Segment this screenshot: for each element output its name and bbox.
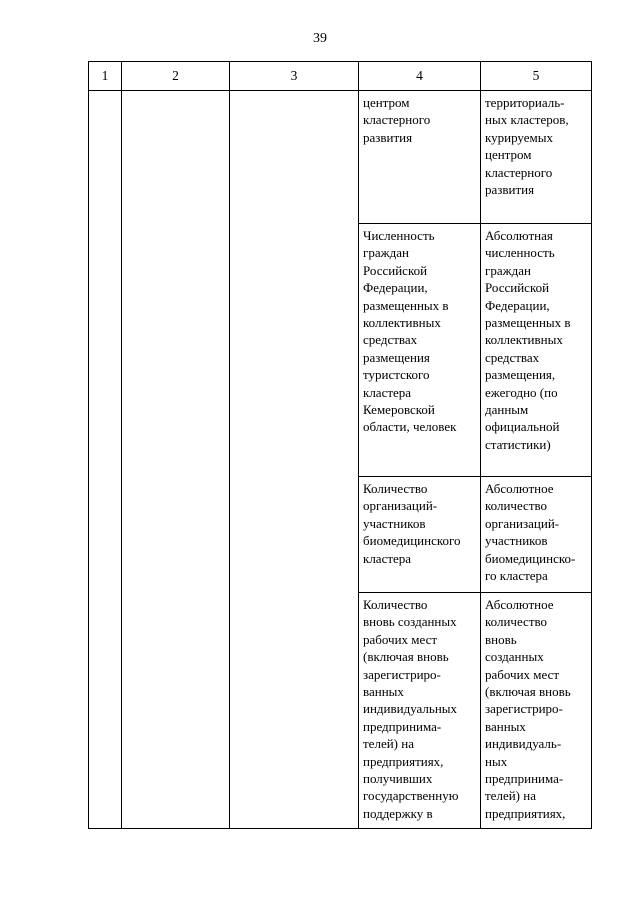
- cell-text-line: данным: [485, 402, 529, 418]
- cell-text-line: предпринима-: [363, 718, 442, 734]
- cell-text-line: Количество: [363, 481, 428, 496]
- table-header-row: [89, 62, 592, 91]
- cell-text-line: зарегистриро-: [485, 701, 563, 717]
- cell-text-line: организаций-: [485, 515, 560, 531]
- cell-text-line: размещенных в: [485, 315, 571, 331]
- header-cell: 4: [359, 62, 481, 91]
- cell-text-line: коллективных: [363, 315, 441, 331]
- cell-text-line: кластерного: [363, 112, 431, 128]
- cell-text-line: организаций-: [363, 498, 438, 514]
- header-cell: 1: [89, 62, 122, 91]
- indicator-name-cell: [359, 91, 481, 224]
- indicator-method-cell: [481, 477, 592, 593]
- cell-text-line: Федерации,: [363, 280, 428, 296]
- cell-text-line: биомедицинско-: [485, 550, 576, 566]
- indicator-name-cell: [359, 593, 481, 829]
- cell-text-line: ежегодно (по: [485, 384, 558, 400]
- cell-text-line: Абсолютное: [485, 481, 554, 496]
- indicator-name-cell: [359, 224, 481, 477]
- cell-text-line: туристского: [363, 367, 430, 383]
- cell-text-line: ных: [485, 753, 508, 769]
- cell-text-line: количество: [485, 498, 548, 514]
- indicator-name-cell: [359, 477, 481, 593]
- cell-text-line: телей) на: [485, 788, 536, 804]
- cell-text-line: коллективных: [485, 332, 563, 348]
- table-row: [89, 91, 592, 224]
- cell-text-line: ванных: [485, 718, 526, 734]
- cell-text-line: предприятиях,: [485, 805, 566, 821]
- cell-text-line: средствах: [363, 332, 418, 348]
- header-cell: 2: [122, 62, 230, 91]
- cell-text-line: ных кластеров,: [485, 112, 569, 128]
- indicator-method-cell: [481, 593, 592, 829]
- cell-text-line: кластера: [363, 550, 412, 566]
- cell-text-line: созданных: [485, 649, 544, 665]
- page-number: 39: [313, 31, 327, 46]
- cell-text-line: Кемеровской: [363, 402, 435, 418]
- cell-text-line: индивидуальных: [363, 701, 458, 717]
- cell-text-line: статистики): [485, 436, 551, 452]
- cell-text-line: развития: [485, 182, 535, 198]
- cell-text-line: ванных: [363, 684, 404, 700]
- cell-text-line: Количество: [363, 597, 428, 612]
- cell-text-line: Российской: [363, 262, 428, 278]
- cell-text-line: участников: [363, 515, 426, 531]
- cell-text-line: Российской: [485, 280, 550, 296]
- column-3-cell: [230, 91, 359, 829]
- column-1-cell: [89, 91, 122, 829]
- cell-text-line: курируемых: [485, 129, 553, 145]
- cell-text-line: вновь созданных: [363, 614, 457, 630]
- cell-text-line: центром: [485, 147, 532, 163]
- column-2-cell: [122, 91, 230, 829]
- cell-text-line: кластера: [363, 384, 412, 400]
- cell-text-line: поддержку в: [363, 805, 433, 821]
- header-cell: 3: [230, 62, 359, 91]
- cell-text-line: размещенных в: [363, 297, 449, 313]
- cell-text-line: развития: [363, 129, 413, 145]
- cell-text-line: рабочих мест: [363, 631, 438, 647]
- indicator-method-cell: [481, 91, 592, 224]
- cell-text-line: предприятиях,: [363, 753, 444, 769]
- cell-text-line: средствах: [485, 349, 540, 365]
- cell-text-line: граждан: [485, 262, 531, 278]
- cell-text-line: Федерации,: [485, 297, 550, 313]
- cell-text-line: количество: [485, 614, 548, 630]
- cell-text-line: официальной: [485, 419, 560, 435]
- cell-text-line: Численность: [363, 228, 435, 243]
- cell-text-line: граждан: [363, 245, 409, 261]
- cell-text-line: предпринима-: [485, 771, 564, 787]
- cell-text-line: области, человек: [363, 419, 457, 435]
- cell-text-line: территориаль-: [485, 95, 565, 110]
- cell-text-line: Абсолютная: [485, 228, 553, 243]
- cell-text-line: размещения: [363, 349, 430, 365]
- indicator-method-cell: [481, 224, 592, 477]
- cell-text-line: телей) на: [363, 736, 414, 752]
- cell-text-line: центром: [363, 95, 410, 110]
- cell-text-line: Абсолютное: [485, 597, 554, 612]
- cell-text-line: размещения,: [485, 367, 556, 383]
- cell-text-line: кластерного: [485, 164, 553, 180]
- header-cell: 5: [481, 62, 592, 91]
- cell-text-line: государственную: [363, 788, 459, 804]
- cell-text-line: вновь: [485, 631, 517, 647]
- indicators-table: [88, 61, 592, 829]
- cell-text-line: рабочих мест: [485, 666, 560, 682]
- cell-text-line: индивидуаль-: [485, 736, 562, 752]
- cell-text-line: численность: [485, 245, 555, 261]
- cell-text-line: получивших: [363, 771, 433, 787]
- cell-text-line: (включая вновь: [363, 649, 449, 665]
- cell-text-line: зарегистриро-: [363, 666, 441, 682]
- cell-text-line: биомедицинского: [363, 533, 461, 549]
- cell-text-line: (включая вновь: [485, 684, 571, 700]
- cell-text-line: го кластера: [485, 568, 548, 584]
- cell-text-line: участников: [485, 533, 548, 549]
